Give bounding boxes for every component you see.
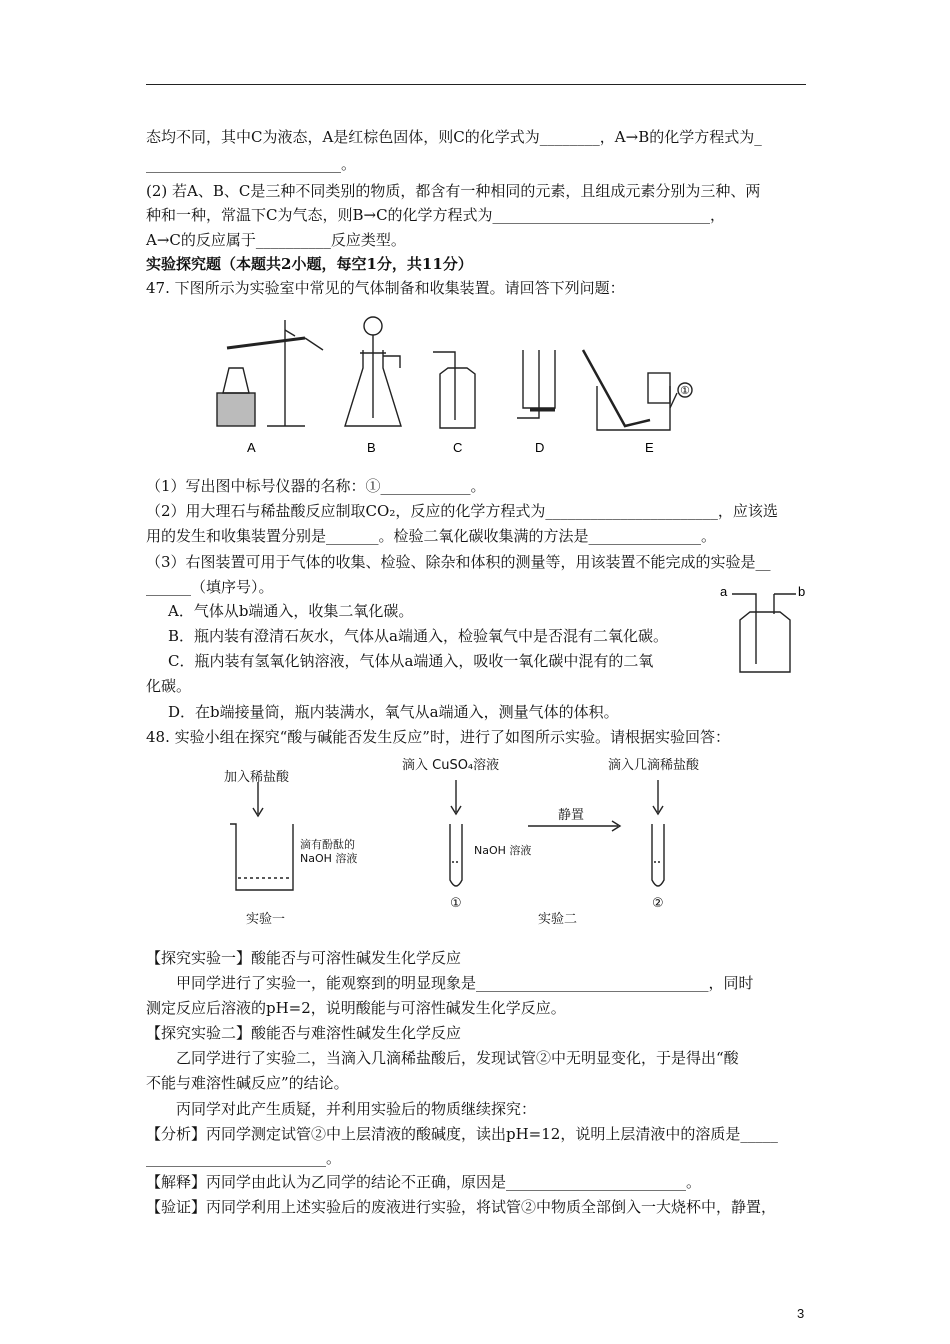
option-A: A．气体从b端通入，收集二氧化碳。 bbox=[168, 602, 414, 620]
option-D: D．在b端接量筒，瓶内装满水，氧气从a端通入，测量气体的体积。 bbox=[168, 703, 619, 721]
label-C: C bbox=[453, 440, 463, 455]
text-line: 丙同学对此产生质疑，并利用实验后的物质继续探究： bbox=[176, 1100, 537, 1118]
label-B: B bbox=[367, 440, 376, 455]
label-add-hcl: 加入稀盐酸 bbox=[224, 770, 290, 785]
text-line: 甲同学进行了实验一，能观察到的明显现象是_______________________________，同时 bbox=[176, 974, 754, 992]
header-rule bbox=[146, 84, 806, 85]
label-drop-cuso4: 滴入 CuSO₄溶液 bbox=[402, 758, 500, 773]
label-naoh: NaOH 溶液 bbox=[474, 844, 532, 857]
label-D: D bbox=[535, 440, 545, 455]
label-E: E bbox=[645, 440, 654, 455]
option-B: B．瓶内装有澄清石灰水，气体从a端通入，检验氧气中是否混有二氧化碳。 bbox=[168, 627, 668, 645]
apparatus-figure bbox=[205, 308, 745, 458]
label-exp1: 实验一 bbox=[246, 912, 286, 927]
text-line: 测定反应后溶液的pH=2，说明酸能与可溶性碱发生化学反应。 bbox=[146, 999, 566, 1017]
text-line: 【验证】丙同学利用上述实验后的废液进行实验，将试管②中物质全部倒入一大烧杯中，静置， bbox=[146, 1198, 777, 1216]
text-line: 种和一种，常温下C为气态，则B→C的化学方程式为_____________________________， bbox=[146, 206, 726, 224]
marker-1: ① bbox=[680, 384, 690, 397]
text-line: 化碳。 bbox=[146, 677, 192, 695]
text-line: (2) 若A、B、C是三种不同类别的物质，都含有一种相同的元素，且组成元素分别为三种、两 bbox=[146, 182, 761, 200]
option-C: C．瓶内装有氢氧化钠溶液，气体从a端通入，吸收一氧化碳中混有的二氧 bbox=[168, 652, 654, 670]
label-tube1: ① bbox=[450, 896, 462, 911]
experiment-figure bbox=[218, 752, 758, 937]
text-line: ________________________。 bbox=[146, 1149, 342, 1167]
label-exp2: 实验二 bbox=[538, 912, 578, 927]
question-48: 48. 实验小组在探究“酸与碱能否发生反应”时，进行了如图所示实验。请根据实验回答： bbox=[146, 728, 730, 746]
text-line: A→C的反应属于__________反应类型。 bbox=[146, 231, 406, 249]
label-beaker-2: NaOH 溶液 bbox=[300, 852, 358, 865]
label-drop-hcl: 滴入几滴稀盐酸 bbox=[608, 758, 700, 773]
text-line: __________________________。 bbox=[146, 155, 357, 173]
label-beaker-1: 滴有酚酞的 bbox=[300, 838, 355, 851]
text-line: 乙同学进行了实验二，当滴入几滴稀盐酸后，发现试管②中无明显变化，于是得出“酸 bbox=[176, 1049, 739, 1067]
text-line: （3）右图装置可用于气体的收集、检验、除杂和体积的测量等，用该装置不能完成的实验是__ bbox=[146, 553, 771, 571]
end-a: a bbox=[720, 584, 728, 599]
label-tube2: ② bbox=[652, 896, 664, 911]
section-heading: 实验探究题（本题共2小题，每空1分，共11分） bbox=[146, 255, 473, 273]
page-number: 3 bbox=[797, 1306, 805, 1321]
text-line: 【分析】丙同学测定试管②中上层清液的酸碱度，读出pH=12，说明上层清液中的溶质是_____ bbox=[146, 1125, 778, 1143]
gas-bottle-figure bbox=[718, 580, 808, 680]
text-line: 用的发生和收集装置分别是_______。检验二氧化碳收集满的方法是_______________。 bbox=[146, 527, 717, 545]
end-b: b bbox=[798, 584, 806, 599]
question-47: 47. 下图所示为实验室中常见的气体制备和收集装置。请回答下列问题： bbox=[146, 279, 625, 297]
section-heading: 【探究实验一】酸能否与可溶性碱发生化学反应 bbox=[146, 949, 462, 967]
text-line: 不能与难溶性碱反应”的结论。 bbox=[146, 1074, 349, 1092]
text-line: （2）用大理石与稀盐酸反应制取CO₂，反应的化学方程式为_______________________，应该选 bbox=[146, 502, 778, 520]
section-heading: 【探究实验二】酸能否与难溶性碱发生化学反应 bbox=[146, 1024, 462, 1042]
text-line: ______（填序号）。 bbox=[146, 578, 274, 596]
text-line: 态均不同，其中C为液态，A是红棕色固体，则C的化学式为________，A→B的化学方程式为_ bbox=[146, 128, 762, 146]
text-line: 【解释】丙同学由此认为乙同学的结论不正确，原因是________________________。 bbox=[146, 1173, 702, 1191]
label-settle: 静置 bbox=[558, 808, 585, 823]
label-A: A bbox=[247, 440, 256, 455]
text-line: （1）写出图中标号仪器的名称：①____________。 bbox=[146, 477, 486, 495]
